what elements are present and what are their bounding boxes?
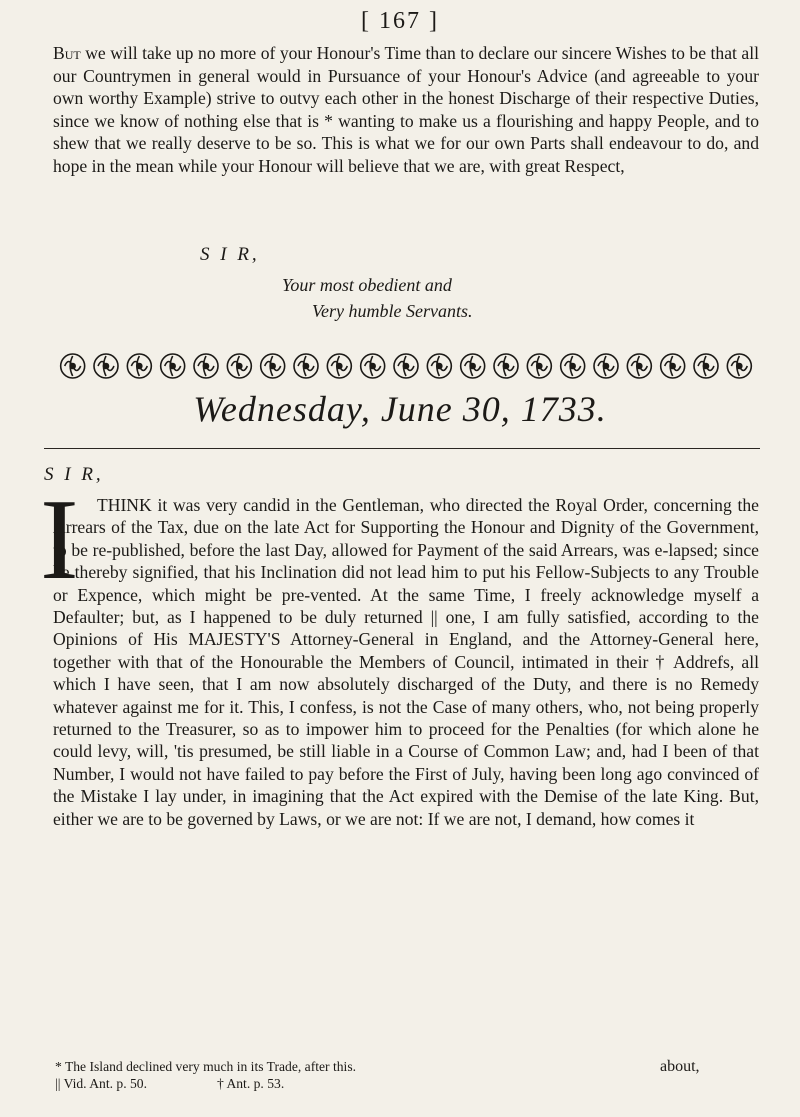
paragraph-opening-word: But [53,43,81,63]
closing-line-1: Your most obedient and [282,275,452,295]
letter-paragraph [53,494,759,830]
horizontal-rule [44,448,760,449]
page-number: [ 167 ] [361,8,439,34]
salutation: S I R, [200,244,260,265]
closing-line-2: Very humble Servants. [312,301,473,321]
ornament-border-icon [56,349,756,383]
footnotes [55,1058,755,1092]
footnote-2b: † Ant. p. 53. [217,1076,285,1091]
issue-dateline: Wednesday, June 30, 1733. [193,389,607,429]
footnote-2 [55,1075,755,1092]
salutation-second: S I R, [44,464,104,485]
footnote-2a: || Vid. Ant. p. 50. [55,1076,147,1091]
letter-closing [282,272,472,324]
drop-cap: I [40,476,79,604]
opening-paragraph [53,42,759,178]
footnote-1: * The Island declined very much in its Trade, after this. [55,1059,357,1074]
letter-body: THINK it was very candid in the Gentleman, who directed the Royal Order, concerning the Arrears of the Tax, due on the late Act for Supporting the Honour and Dignity of the Government, to be re-published, before the last Day, allowed for Payment of the said Arrears, was e-lapsed; since he thereby signified, that his Inclination did not lead him to put his Fellow-Subjects to any Trouble or Expence, which might be pre-vented. At the same Time, I freely acknowledge myself a Defaulter; but, as I happened to be duly returned || one, I am fully satisfied, according to the Opinions of His MAJESTY'S Attorney-General in England, and the Attorney-General here, together with that of the Honourable the Members of Council, intimated in their † Addrefs, all which I have seen, that I am now absolutely discharged of the Duty, and there is no Remedy whatever against me for it. This, I confess, is not the Case of many others, who, not being properly returned to the Treasurer, so as to impower him to proceed for the Penalties (for which alone he could levy, will, 'tis presumed, be still liable in a Course of Common Law; and, had I been of that Number, I would not have failed to pay before the First of July, having been long ago convinced of the Mistake I lay under, in imagining that the Act expired with the Demise of the late King. But, either we are to be governed by Laws, or we are not: If we are not, I demand, how comes it [53,495,759,829]
paragraph-body: we will take up no more of your Honour's Time than to declare our sincere Wishes to be that all our Countrymen in general would in Pursuance of your Honour's Advice (and agreeable to your own worthy Example) strive to outvy each other in the honest Discharge of their respective Duties, since we know of nothing else that is * wanting to make us a flourishing and happy People, and to shew that we really deserve to be so. This is what we for our own Parts shall endeavour to do, and hope in the mean while your Honour will believe that we are, with great Respect, [53,43,759,176]
catchword: about, [660,1058,700,1075]
